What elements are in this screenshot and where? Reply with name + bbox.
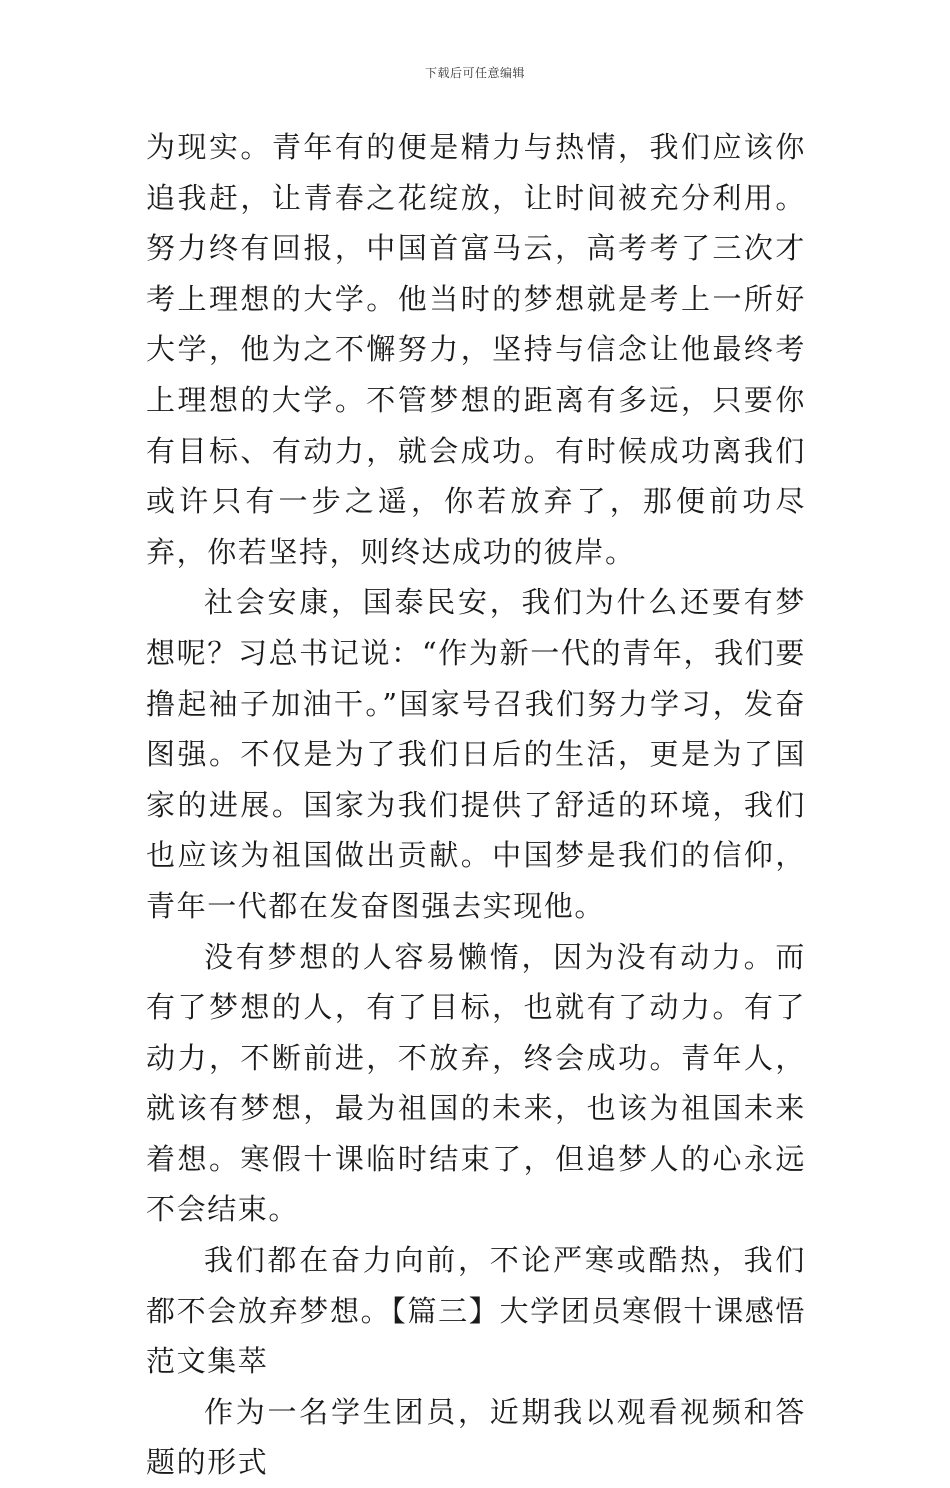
paragraph: 作为一名学生团员，近期我以观看视频和答题的形式 [146, 1394, 806, 1480]
paragraph: 社会安康，国泰民安，我们为什么还要有梦想呢？习总书记说：“作为新一代的青年，我们要撸起袖子加油干。”国家号召我们努力学习，发奋图强。不仅是为了我们日后的生活，更是为了国家的进展。国家为我们提供了舒适的环境，我们也应该为祖国做出贡献。中国梦是我们的信仰，青年一代都在发奋图强去实现他。 [146, 585, 806, 923]
paragraph: 我们都在奋力向前，不论严寒或酷热，我们都不会放弃梦想。【篇三】大学团员寒假十课感悟范文集萃 [146, 1243, 806, 1379]
paragraph: 没有梦想的人容易懒惰，因为没有动力。而有了梦想的人，有了目标，也就有了动力。有了动力，不断前进，不放弃，终会成功。青年人，就该有梦想，最为祖国的未来，也该为祖国未来着想。寒假十课临时结束了，但追梦人的心永远不会结束。 [146, 939, 806, 1227]
document-body [146, 122, 806, 1488]
paragraph-continuation: 为现实。青年有的便是精力与热情，我们应该你追我赶，让青春之花绽放，让时间被充分利用。努力终有回报，中国首富马云，高考考了三次才考上理想的大学。他当时的梦想就是考上一所好大学，他为之不懈努力，坚持与信念让他最终考上理想的大学。不管梦想的距离有多远，只要你有目标、有动力，就会成功。有时候成功离我们或许只有一步之遥，你若放弃了，那便前功尽弃，你若坚持，则终达成功的彼岸。 [146, 130, 806, 569]
page-header: 下载后可任意编辑 [424, 66, 525, 80]
